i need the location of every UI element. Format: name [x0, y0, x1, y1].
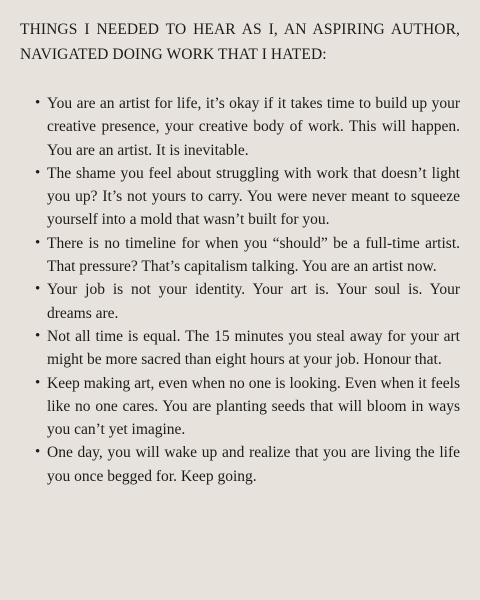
list-item-text: There is no timeline for when you “should” be a full-time artist. That pressure? That’s capitalism talking. You are an artist now. [47, 234, 460, 276]
list-item-text: Keep making art, even when no one is looking. Even when it feels like no one cares. You are planting seeds that will bloom in ways you can’t yet imagine. [47, 374, 460, 439]
bullet-icon: • [35, 164, 41, 181]
list-item-text: The shame you feel about struggling with work that doesn’t light you up? It’s not yours to carry. You were never meant to squeeze yourself into a mold that wasn’t built for you. [47, 164, 460, 229]
bullet-list [20, 92, 460, 488]
bullet-icon: • [35, 281, 41, 298]
list-item [20, 162, 460, 232]
page-title: THINGS I NEEDED TO HEAR AS I, AN ASPIRING AUTHOR, NAVIGATED DOING WORK THAT I HATED: [20, 21, 460, 63]
bullet-icon: • [35, 327, 41, 344]
list-item-text: One day, you will wake up and realize that you are living the life you once begged for. Keep going. [47, 444, 460, 485]
bullet-icon: • [35, 374, 41, 391]
bullet-icon: • [35, 95, 41, 111]
bullet-icon: • [35, 234, 41, 251]
list-item [20, 232, 460, 279]
list-item [20, 372, 460, 442]
list-item-text: You are an artist for life, it’s okay if it takes time to build up your creative presence, your creative body of work. This will happen. You are an artist. It is inevitable. [47, 95, 460, 159]
list-item [20, 92, 460, 162]
list-item [20, 325, 460, 372]
list-item [20, 441, 460, 488]
list-item-text: Your job is not your identity. Your art is. Your soul is. Your dreams are. [47, 281, 460, 322]
list-item-text: Not all time is equal. The 15 minutes you steal away for your art might be more sacred than eight hours at your job. Honour that. [47, 327, 460, 369]
bullet-icon: • [35, 444, 41, 461]
list-item [20, 278, 460, 325]
